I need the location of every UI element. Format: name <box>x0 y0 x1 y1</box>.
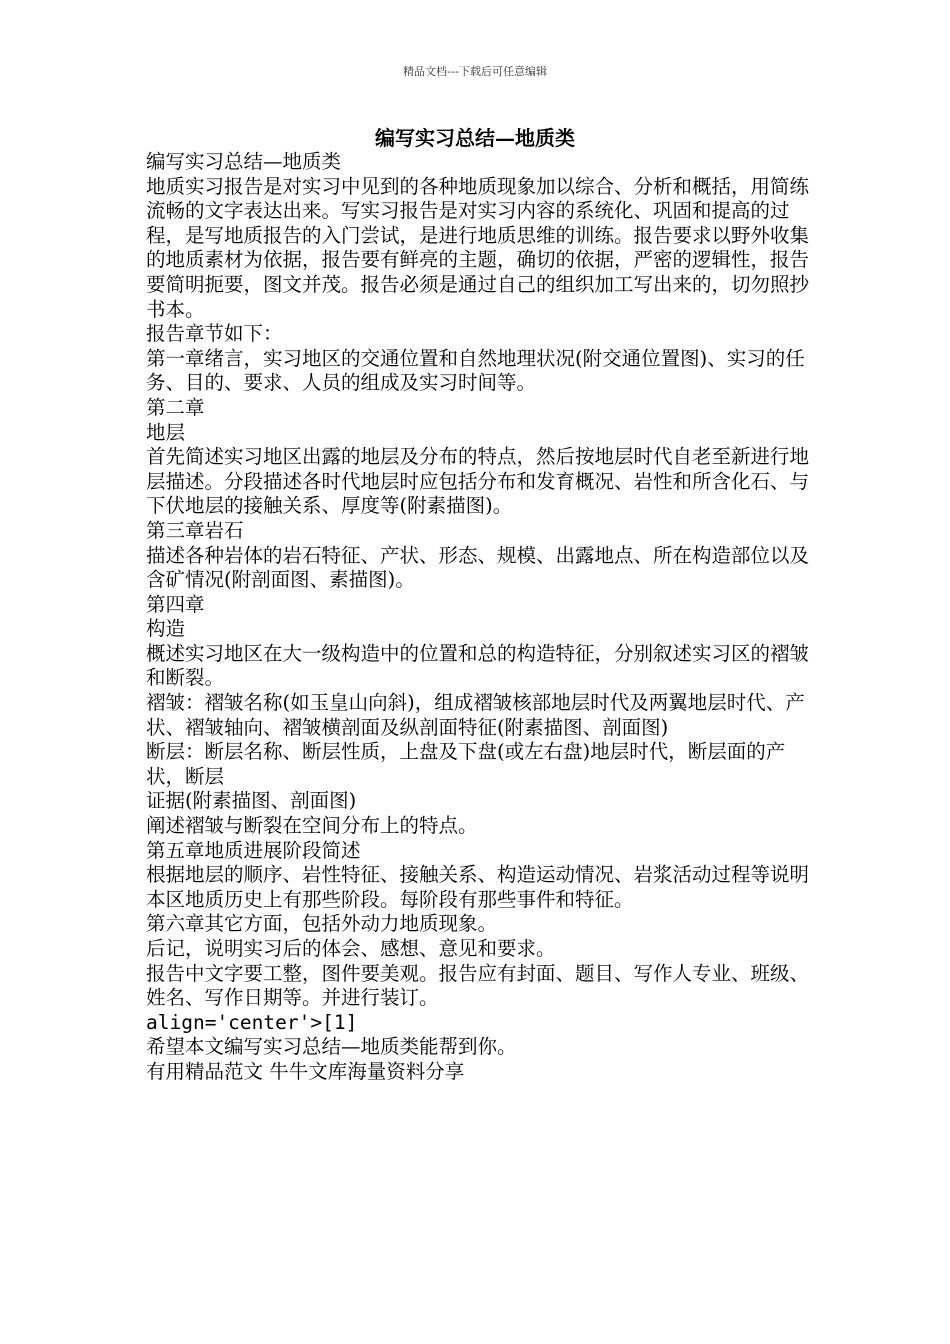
chapter-subheading: 地层 <box>146 420 186 444</box>
chapter-heading: 第二章 <box>146 395 205 419</box>
paragraph: 褶皱：褶皱名称(如玉皇山向斜)，组成褶皱核部地层时代及两翼地层时代、产状、褶皱轴向、褶皱横剖面及纵剖面特征(附素描图、剖面图) <box>146 691 805 739</box>
paragraph: 首先简述实习地区出露的地层及分布的特点，然后按地层时代自老至新进行地层描述。分段描述各时代地层时应包括分布和发育概况、岩性和所含化石、与下伏地层的接触关系、厚度等(附素描图)。 <box>146 445 810 518</box>
paragraph: 第六章其它方面，包括外动力地质现象。 <box>146 912 498 936</box>
stray-markup-text: align='center'>[1] <box>146 1010 358 1034</box>
footer-note: 有用精品范文 牛牛文库海量资料分享 <box>146 1059 465 1083</box>
paragraph: 断层：断层名称、断层性质，上盘及下盘(或左右盘)地层时代，断层面的产状，断层 <box>146 740 786 788</box>
paragraph: 阐述褶皱与断裂在空间分布上的特点。 <box>146 814 478 838</box>
document-title: 编写实习总结—地质类 <box>375 126 575 150</box>
paragraph: 概述实习地区在大一级构造中的位置和总的构造特征，分别叙述实习区的褶皱和断裂。 <box>146 641 810 690</box>
chapter-heading: 第四章 <box>146 592 205 616</box>
paragraph: 希望本文编写实习总结—地质类能帮到你。 <box>146 1035 517 1059</box>
chapter-heading: 第三章岩石 <box>146 518 244 542</box>
paragraph: 后记，说明实习后的体会、感想、意见和要求。 <box>146 937 556 960</box>
chapter-heading: 第五章地质进展阶段简述 <box>146 838 361 862</box>
paragraph: 地质实习报告是对实习中见到的各种地质现象加以综合、分析和概括，用简练流畅的文字表达出来。写实习报告是对实习内容的系统化、巩固和提高的过程，是写地质报告的入门尝试，是进行地质思维的训练。报告要求以野外收集的地质素材为依据，报告要有鲜亮的主题，确切的依据，严密的逻辑性，报告要简明扼要，图文并茂。报告必须是通过自己的组织加工写出来的，切勿照抄书本。 <box>146 174 810 321</box>
paragraph: 描述各种岩体的岩石特征、产状、形态、规模、出露地点、所在构造部位以及含矿情况(附剖面图、素描图)。 <box>146 543 810 592</box>
paragraph: 第一章绪言，实习地区的交通位置和自然地理状况(附交通位置图)、实习的任务、目的、要求、人员的组成及实习时间等。 <box>146 346 805 395</box>
paragraph: 报告章节如下： <box>146 322 283 346</box>
chapter-subheading: 构造 <box>146 617 186 641</box>
paragraph: 根据地层的顺序、岩性特征、接触关系、构造运动情况、岩浆活动过程等说明本区地质历史上有那些阶段。每阶段有那些事件和特征。 <box>146 863 810 911</box>
page-header-watermark: 精品文档---下载后可任意编辑 <box>403 65 547 78</box>
document-body <box>146 150 810 1085</box>
paragraph: 证据(附素描图、剖面图) <box>146 789 357 813</box>
paragraph: 报告中文字要工整，图件要美观。报告应有封面、题目、写作人专业、班级、姓名、写作日期等。并进行装订。 <box>146 961 810 1010</box>
paragraph: 编写实习总结—地质类 <box>146 150 342 173</box>
